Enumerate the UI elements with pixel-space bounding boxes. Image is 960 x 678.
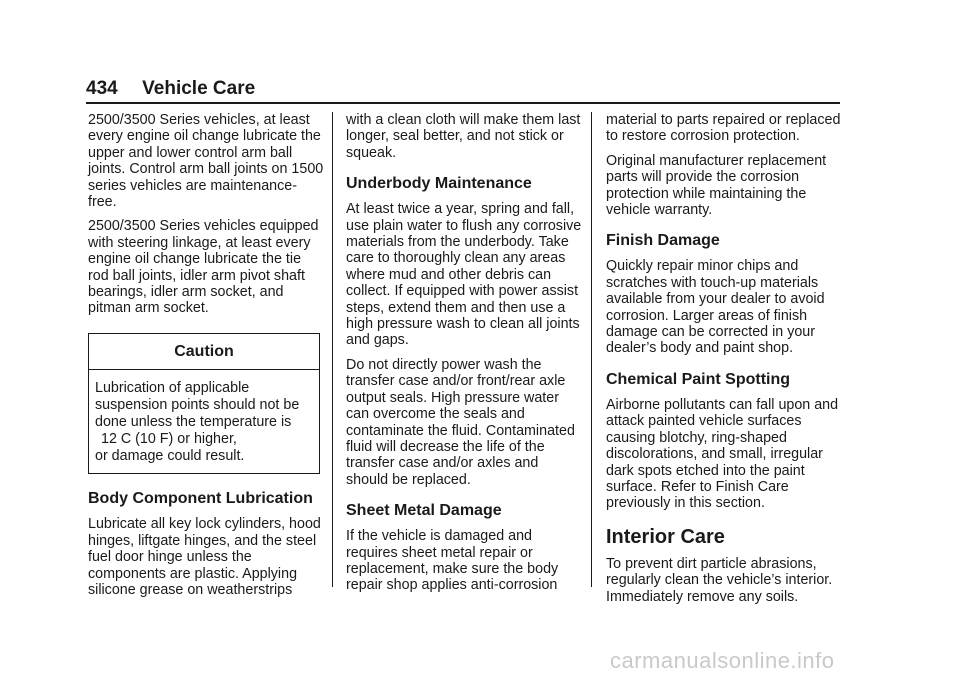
column-1 xyxy=(88,112,324,606)
paragraph: Lubricate all key lock cylinders, hood hinges, liftgate hinges, and the steel fuel door hinge unless the components are plastic. Applying silicone grease on weatherstrips xyxy=(88,516,321,598)
section-heading: Sheet Metal Damage xyxy=(346,502,502,520)
caution-line: 12 C (10 F) or higher, xyxy=(101,431,237,448)
chapter-heading: Interior Care xyxy=(606,525,725,548)
caution-body xyxy=(89,370,319,473)
paragraph: To prevent dirt particle abrasions, regularly clean the vehicle’s interior. Immediately remove any soils. xyxy=(606,555,833,605)
paragraph: 2500/3500 Series vehicles, at least every engine oil change lubricate the upper and lower control arm ball joints. Control arm ball joints on 1500 series vehicles are maintenance-free. xyxy=(88,112,324,211)
caution-title: Caution xyxy=(89,334,319,370)
page-number: 434 xyxy=(86,78,118,99)
header-rule xyxy=(86,102,840,104)
section-heading: Body Component Lubrication xyxy=(88,490,313,508)
column-divider xyxy=(332,112,333,587)
column-divider xyxy=(591,112,592,587)
column-2 xyxy=(346,112,582,602)
column-3 xyxy=(606,112,842,613)
paragraph: Airborne pollutants can fall upon and attack painted vehicle surfaces causing blotchy, ring-shaped discolorations, and small, irregular dark spots etched into the paint surface. Refer to Finish Care previously in this section. xyxy=(606,396,839,512)
page-title: Vehicle Care xyxy=(142,78,256,99)
caution-line: suspension points should not be xyxy=(95,397,300,414)
paragraph: If the vehicle is damaged and requires sheet metal repair or replacement, make sure the body repair shop applies anti-corrosion xyxy=(346,528,559,594)
section-heading: Underbody Maintenance xyxy=(346,175,532,193)
paragraph: Do not directly power wash the transfer case and/or front/rear axle output seals. High pressure water can overcome the seals and contaminate the fluid. Contaminated fluid will decrease the life of the transfer case and/or axles and should be replaced. xyxy=(346,356,575,488)
caution-line: done unless the temperature is xyxy=(95,414,292,431)
caution-box xyxy=(88,333,320,474)
paragraph: At least twice a year, spring and fall, use plain water to flush any corrosive materials from the underbody. Take care to thoroughly clean any areas where mud and other debris can collect. If equipped with power assist steps, extend them and then use a high pressure wash to clean all joints and gaps. xyxy=(346,201,582,349)
paragraph: Quickly repair minor chips and scratches with touch-up materials available from your dealer to avoid corrosion. Larger areas of finish damage can be corrected in your dealer’s body and paint shop. xyxy=(606,258,825,357)
paragraph: material to parts repaired or replaced to restore corrosion protection. xyxy=(606,112,841,145)
section-heading: Chemical Paint Spotting xyxy=(606,370,791,388)
paragraph: with a clean cloth will make them last longer, seal better, and not stick or squeak. xyxy=(346,112,581,161)
paragraph: 2500/3500 Series vehicles equipped with steering linkage, at least every engine oil change lubricate the tie rod ball joints, idler arm pivot shaft bearings, idler arm socket, and pitman arm socket. xyxy=(88,218,319,317)
caution-line: Lubrication of applicable xyxy=(95,380,250,397)
paragraph: Original manufacturer replacement parts will provide the corrosion protection while maintaining the vehicle warranty. xyxy=(606,152,827,219)
caution-line: or damage could result. xyxy=(95,448,245,465)
section-heading: Finish Damage xyxy=(606,232,720,250)
watermark: carmanualsonline.info xyxy=(610,648,835,673)
